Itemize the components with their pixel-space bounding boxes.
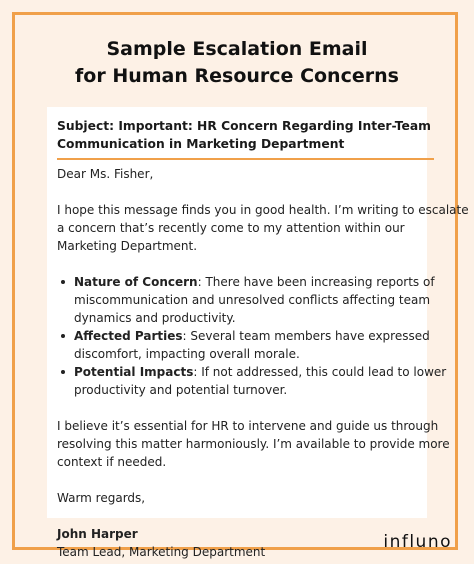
- point-text: : There have been increasing reports of: [197, 275, 435, 289]
- concern-list: [57, 273, 447, 399]
- closing-line: resolving this matter harmoniously. I’m available to provide more: [57, 437, 450, 451]
- influno-logo: influno: [383, 532, 452, 552]
- closing-paragraph: [57, 417, 450, 471]
- signoff: Warm regards,: [57, 491, 146, 505]
- bullet-icon: [61, 334, 65, 338]
- subject-divider: [57, 158, 434, 160]
- point-label: Potential Impacts: [74, 365, 194, 379]
- sender-title: Team Lead, Marketing Department: [57, 545, 266, 559]
- bullet-icon: [61, 280, 65, 284]
- intro-paragraph: [57, 201, 469, 255]
- point-text: : If not addressed, this could lead to lower: [193, 365, 447, 379]
- title-line-2: for Human Resource Concerns: [75, 65, 399, 87]
- intro-line: Marketing Department.: [57, 239, 198, 253]
- point-text: miscommunication and unresolved conflicts affecting team: [74, 293, 431, 307]
- point-label: Affected Parties: [74, 329, 183, 343]
- intro-line: I hope this message finds you in good health. I’m writing to escalate: [57, 203, 469, 217]
- sender-name: John Harper: [57, 527, 138, 541]
- point-text: discomfort, impacting overall morale.: [74, 347, 300, 361]
- title-line-1: Sample Escalation Email: [106, 38, 368, 60]
- list-item: [57, 273, 435, 327]
- point-text: : Several team members have expressed: [182, 329, 430, 343]
- point-label: Nature of Concern: [74, 275, 198, 289]
- point-text: productivity and potential turnover.: [74, 383, 288, 397]
- bullet-icon: [61, 370, 65, 374]
- list-item: [57, 327, 430, 363]
- page-title: [0, 36, 474, 90]
- intro-line: a concern that’s recently come to my attention within our: [57, 221, 405, 235]
- subject-line-2: Communication in Marketing Department: [57, 137, 345, 151]
- email-body: [57, 165, 469, 561]
- closing-line: context if needed.: [57, 455, 167, 469]
- point-text: dynamics and productivity.: [74, 311, 236, 325]
- list-item: [57, 363, 447, 399]
- closing-line: I believe it’s essential for HR to intervene and guide us through: [57, 419, 439, 433]
- email-subject: [57, 117, 431, 153]
- greeting: Dear Ms. Fisher,: [57, 167, 154, 181]
- subject-line-1: Subject: Important: HR Concern Regarding Inter-Team: [57, 119, 431, 133]
